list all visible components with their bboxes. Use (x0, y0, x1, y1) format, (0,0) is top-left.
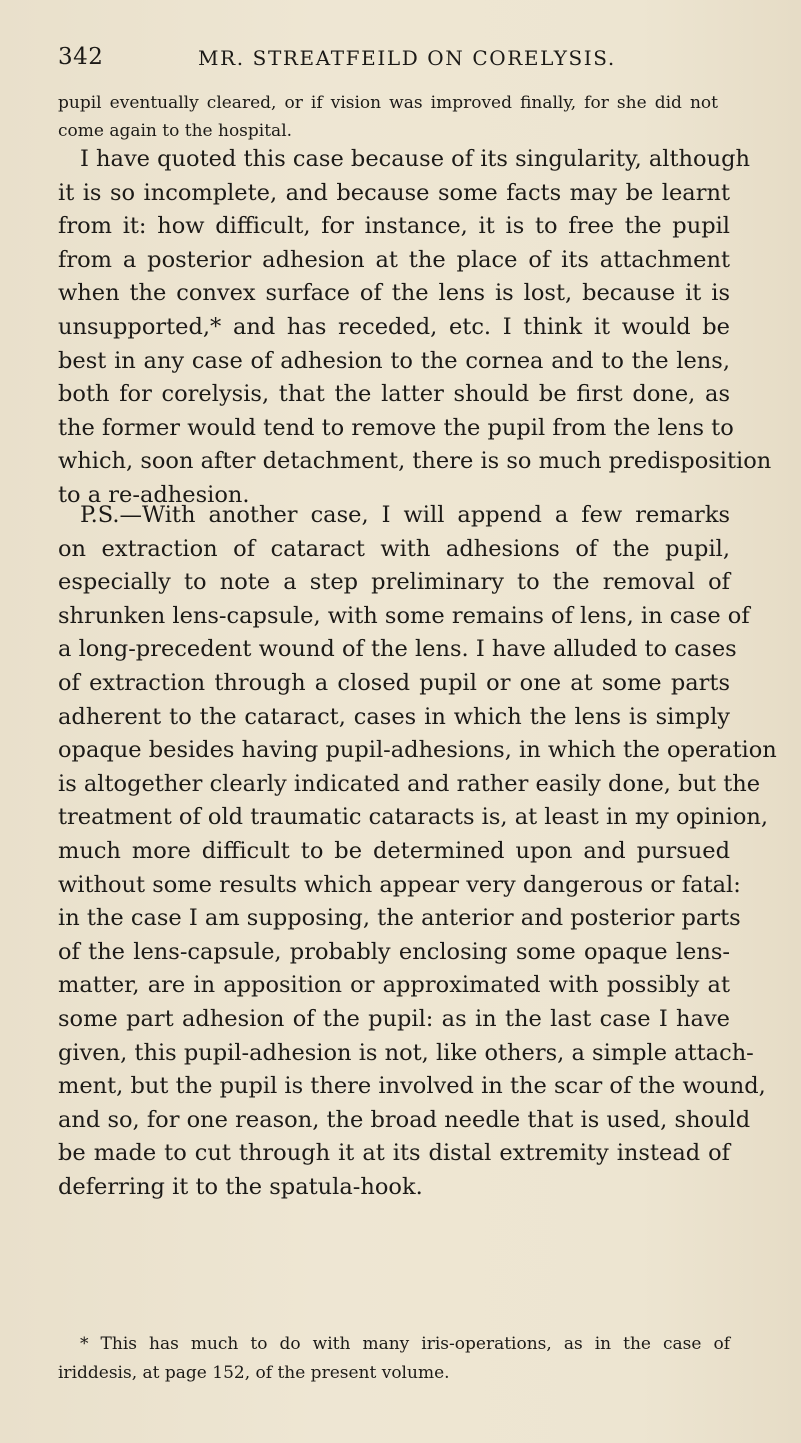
text-line: in the case I am supposing, the anterior and posterior parts (58, 905, 741, 932)
text-line: come again to the hospital. (58, 121, 293, 141)
text-line: opaque besides having pupil-adhesions, in which the operation (58, 737, 777, 764)
text-line: adherent to the cataract, cases in which the lens is simply (58, 703, 730, 730)
text-line: ment, but the pupil is there involved in the scar of the wound, (58, 1073, 766, 1100)
text-line: I have quoted this case because of its singularity, although (80, 146, 750, 172)
text-line: the former would tend to remove the pupil from the lens to (58, 414, 734, 441)
text-line: a long-precedent wound of the lens. I have alluded to cases (58, 636, 737, 663)
text-line: and so, for one reason, the broad needle that is used, should (58, 1106, 751, 1133)
text-line: is altogether clearly indicated and rather easily done, but the (58, 770, 761, 797)
paragraph-postscript (58, 499, 777, 1204)
text-line: on extraction of cataract with adhesions of the pupil, (58, 535, 730, 562)
footnote-line: iriddesis, at page 152, of the present volume. (58, 1363, 450, 1383)
text-line: much more difficult to be determined upon and pursued (58, 837, 730, 864)
text-line: of the lens-capsule, probably enclosing some opaque lens- (58, 938, 730, 965)
text-line: be made to cut through it at its distal extremity instead of (58, 1140, 730, 1167)
text-line: to a re-adhesion. (58, 481, 250, 508)
text-line: without some results which appear very dangerous or fatal: (58, 871, 741, 898)
text-line: when the convex surface of the lens is lost, because it is (58, 280, 730, 307)
text-line: treatment of old traumatic cataracts is, at least in my opinion, (58, 804, 769, 831)
text-line: it is so incomplete, and because some facts may be learnt (58, 179, 730, 206)
text-line: both for corelysis, that the latter should be first done, as (58, 381, 730, 408)
text-line: matter, are in apposition or approximated with possibly at (58, 972, 730, 999)
text-line: from a posterior adhesion at the place of its attachment (58, 246, 730, 273)
footnote-line: * This has much to do with many iris-operations, as in the case of (80, 1334, 730, 1354)
footnote (58, 1330, 730, 1388)
text-line: unsupported,* and has receded, etc. I think it would be (58, 313, 730, 340)
text-line: of extraction through a closed pupil or one at some parts (58, 669, 730, 696)
text-line: shrunken lens-capsule, with some remains of lens, in case of (58, 602, 750, 629)
text-line: from it: how difficult, for instance, it is to free the pupil (58, 213, 730, 240)
paragraph-singularity (58, 143, 772, 513)
running-head: MR. STREATFEILD ON CORELYSIS. (198, 46, 616, 70)
text-line: best in any case of adhesion to the cornea and to the lens, (58, 347, 730, 374)
text-line: some part adhesion of the pupil: as in the last case I have (58, 1005, 730, 1032)
text-line: given, this pupil-adhesion is not, like others, a simple attach- (58, 1039, 754, 1066)
continued-text (58, 89, 718, 145)
text-line: P.S.—With another case, I will append a few remarks (80, 502, 730, 528)
text-line: deferring it to the spatula-hook. (58, 1173, 423, 1200)
page-number: 342 (58, 44, 104, 70)
page-header (58, 44, 748, 74)
text-line: especially to note a step preliminary to the removal of (58, 569, 730, 596)
text-line: pupil eventually cleared, or if vision was improved finally, for she did not (58, 93, 718, 113)
text-line: which, soon after detachment, there is so much predisposition (58, 448, 772, 475)
